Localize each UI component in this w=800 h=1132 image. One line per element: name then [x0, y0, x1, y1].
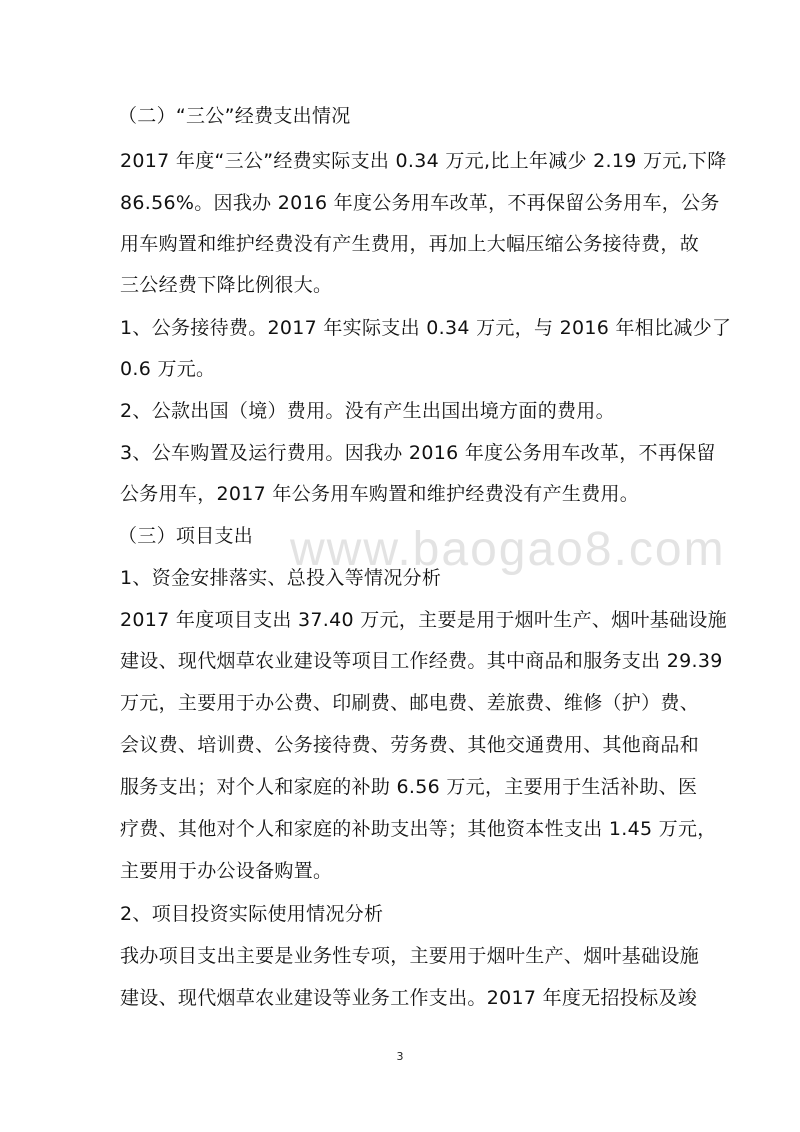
page-number: 3 [396, 1050, 404, 1063]
paragraph-line: 用车购置和维护经费没有产生费用，再加上大幅压缩公务接待费，故 [120, 233, 700, 255]
paragraph-line: 主要用于办公设备购置。 [120, 860, 333, 882]
paragraph-line: 3、公车购置及运行费用。因我办 2016 年度公务用车改革，不再保留 [120, 442, 716, 464]
paragraph-line: 0.6 万元。 [120, 358, 216, 380]
paragraph-line: 2、公款出国（境）费用。没有产生出国出境方面的费用。 [120, 400, 615, 422]
subheading-line: 1、资金安排落实、总投入等情况分析 [120, 567, 442, 589]
subheading-line: 2、项目投资实际使用情况分析 [120, 903, 384, 925]
section-heading-project: （三）项目支出 [118, 525, 254, 547]
paragraph-line: 建设、现代烟草农业建设等业务工作支出。2017 年度无招投标及竣 [120, 987, 697, 1009]
paragraph-line: 2017 年度项目支出 37.40 万元，主要是用于烟叶生产、烟叶基础设施 [120, 609, 727, 631]
paragraph-line: 疗费、其他对个人和家庭的补助支出等；其他资本性支出 1.45 万元， [120, 818, 717, 840]
paragraph-line: 1、公务接待费。2017 年实际支出 0.34 万元，与 2016 年相比减少了 [120, 317, 732, 339]
paragraph-line: 三公经费下降比例很大。 [120, 274, 333, 296]
paragraph-line: 建设、现代烟草农业建设等项目工作经费。其中商品和服务支出 29.39 [120, 650, 723, 672]
paragraph-line: 我办项目支出主要是业务性专项，主要用于烟叶生产、烟叶基础设施 [120, 945, 700, 967]
paragraph-line: 会议费、培训费、公务接待费、劳务费、其他交通费用、其他商品和 [120, 734, 700, 756]
paragraph-line: 公务用车，2017 年公务用车购置和维护经费没有产生费用。 [120, 483, 640, 505]
paragraph-line: 2017 年度“三公”经费实际支出 0.34 万元,比上年减少 2.19 万元,下降 [120, 150, 727, 172]
watermark: www.baogao8.com [290, 523, 726, 576]
paragraph-line: 万元，主要用于办公费、印刷费、邮电费、差旅费、维修（护）费、 [120, 692, 700, 714]
section-heading-sangong: （二）“三公”经费支出情况 [118, 105, 351, 127]
paragraph-line: 服务支出；对个人和家庭的补助 6.56 万元，主要用于生活补助、医 [120, 776, 698, 798]
paragraph-line: 86.56%。因我办 2016 年度公务用车改革，不再保留公务用车，公务 [120, 192, 720, 214]
